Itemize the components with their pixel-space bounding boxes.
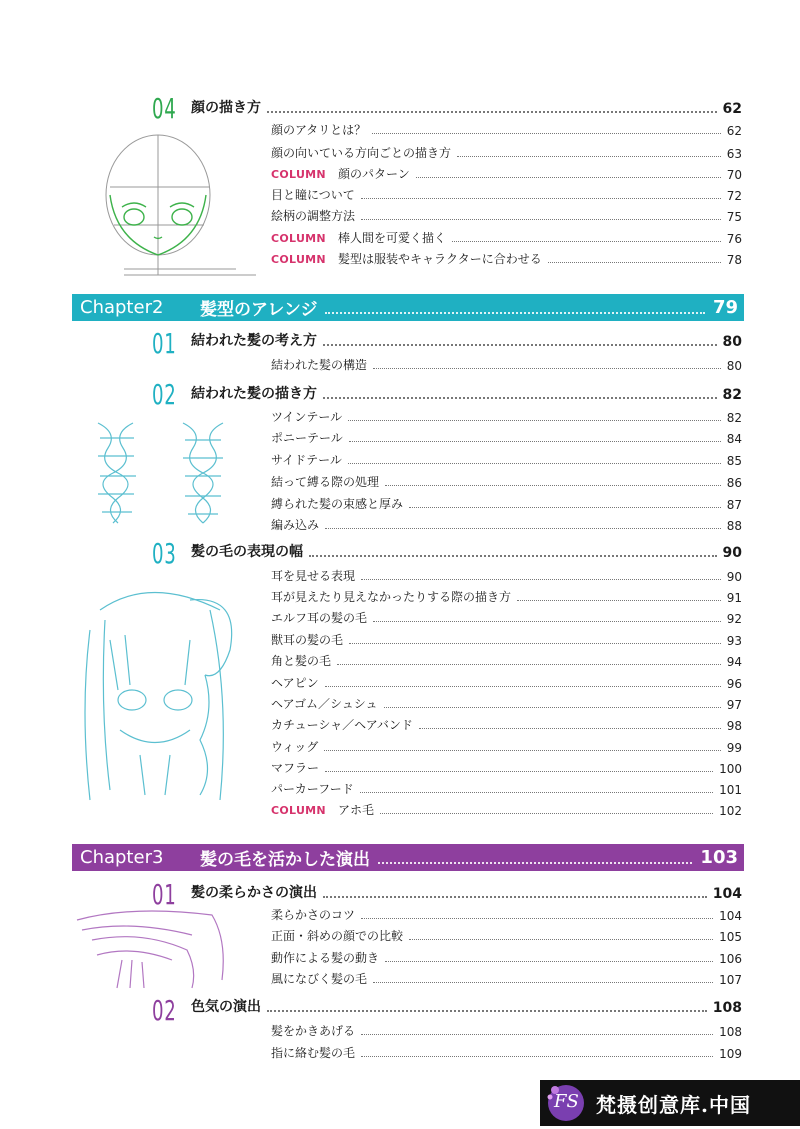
toc-item[interactable] [271, 717, 742, 733]
item-title-text: ウィッグ [271, 740, 319, 754]
toc-item[interactable] [271, 452, 742, 468]
leader-dots [323, 397, 717, 399]
toc-section[interactable] [191, 385, 742, 403]
section-page: 62 [722, 101, 742, 117]
toc-item[interactable] [271, 145, 742, 161]
toc-section[interactable] [191, 884, 742, 902]
item-title-text: サイドテール [271, 453, 342, 467]
item-title-text: 結われた髪の構造 [271, 358, 368, 372]
toc-item[interactable] [271, 696, 742, 712]
toc-item[interactable] [271, 357, 742, 373]
leader-dots [361, 918, 713, 919]
item-title-text: アホ毛 [337, 803, 374, 817]
leader-dots [416, 177, 721, 178]
toc-section[interactable] [191, 998, 742, 1016]
item-title-text: 柔らかさのコツ [271, 908, 356, 922]
leader-dots [348, 463, 721, 464]
item-title-text: 獣耳の髪の毛 [271, 633, 344, 647]
item-title-text: 絵柄の調整方法 [271, 209, 356, 223]
item-page: 78 [726, 253, 742, 267]
toc-item[interactable] [271, 802, 742, 818]
leader-dots [325, 528, 721, 529]
toc-item[interactable] [271, 781, 742, 797]
toc-item[interactable] [271, 950, 742, 966]
toc-item[interactable] [271, 907, 742, 923]
item-title [271, 495, 403, 512]
leader-dots [373, 982, 713, 983]
item-title-text: 角と髪の毛 [271, 654, 332, 668]
item-title [271, 801, 374, 818]
toc-item[interactable] [271, 430, 742, 446]
hand-sketch-illustration [72, 900, 232, 990]
leader-dots [325, 686, 721, 687]
item-page: 87 [726, 498, 742, 512]
item-title [271, 970, 367, 987]
chapter-title: 髪の毛を活かした演出 [200, 850, 370, 870]
item-title [271, 429, 343, 446]
leader-dots [385, 961, 713, 962]
leader-dots [361, 1034, 713, 1035]
toc-item[interactable] [271, 632, 742, 648]
item-title [271, 165, 410, 182]
item-page: 100 [719, 762, 742, 776]
toc-item[interactable] [271, 568, 742, 584]
chapter-title: 髪型のアレンジ [200, 300, 318, 320]
item-title [271, 516, 319, 533]
chapter-banner[interactable] [72, 844, 744, 871]
item-title-text: 風になびく髪の毛 [271, 972, 368, 986]
item-page: 96 [726, 677, 742, 691]
section-number: 02 [152, 378, 177, 411]
girl-sketch-illustration [70, 580, 250, 810]
item-title [271, 473, 379, 490]
item-title [271, 356, 367, 373]
leader-dots [323, 896, 707, 898]
toc-item[interactable] [271, 230, 742, 246]
item-title [271, 759, 319, 776]
item-title [271, 927, 403, 944]
item-page: 86 [726, 476, 742, 490]
leader-dots [373, 621, 721, 622]
item-page: 75 [726, 210, 742, 224]
item-title-text: 顔の向いている方向ごとの描き方 [271, 146, 452, 160]
item-title [271, 207, 355, 224]
section-page: 90 [722, 545, 742, 561]
item-page: 108 [719, 1025, 742, 1039]
item-title [271, 949, 379, 966]
chapter-label: Chapter3 [80, 847, 164, 868]
item-page: 91 [726, 591, 742, 605]
leader-dots [325, 302, 704, 314]
section-number: 01 [152, 878, 177, 911]
item-title-text: 動作による髪の動き [271, 951, 380, 965]
item-title [271, 144, 451, 161]
leader-dots [385, 485, 721, 486]
toc-item[interactable] [271, 760, 742, 776]
item-page: 102 [719, 804, 742, 818]
item-page: 72 [726, 189, 742, 203]
section-title: 顔の描き方 [191, 100, 261, 116]
leader-dots [348, 420, 721, 421]
item-page: 99 [726, 741, 742, 755]
leader-dots [324, 750, 720, 751]
item-title [271, 588, 511, 605]
chapter-page: 79 [712, 297, 738, 318]
leader-dots [361, 198, 721, 199]
leader-dots [409, 507, 721, 508]
column-tag: COLUMN [271, 253, 326, 266]
braid-sketch-illustration [88, 418, 248, 528]
section-number: 03 [152, 537, 177, 570]
item-page: 84 [726, 432, 742, 446]
watermark-banner [540, 1080, 800, 1126]
item-title [271, 738, 318, 755]
toc-item[interactable] [271, 251, 742, 267]
toc-item[interactable] [271, 610, 742, 626]
item-title-text: エルフ耳の髪の毛 [271, 611, 368, 625]
item-page: 107 [719, 973, 742, 987]
section-number: 02 [152, 994, 177, 1027]
toc-section[interactable] [191, 332, 742, 350]
section-title: 結われた髪の描き方 [191, 386, 317, 402]
item-title-text: 耳を見せる表現 [271, 569, 356, 583]
item-page: 101 [719, 783, 742, 797]
item-title-text: 正面・斜めの顔での比較 [271, 929, 404, 943]
item-title-text: カチューシャ／ヘアバンド [271, 718, 413, 732]
leader-dots [349, 441, 721, 442]
item-title-text: 結って縛る際の処理 [271, 475, 380, 489]
item-title-text: 顔のアタリとは？ [271, 123, 367, 137]
chapter-label: Chapter2 [80, 297, 164, 318]
chapter-page: 103 [700, 847, 738, 868]
item-title-text: 髪をかきあげる [271, 1024, 356, 1038]
leader-dots [384, 707, 721, 708]
item-title-text: 耳が見えたり見えなかったりする際の描き方 [271, 590, 512, 604]
item-page: 104 [719, 909, 742, 923]
leader-dots [517, 600, 721, 601]
item-title-text: ポニーテール [271, 431, 343, 445]
watermark-logo-text: FS [554, 1091, 579, 1112]
toc-item[interactable] [271, 1045, 742, 1061]
leader-dots [267, 1010, 707, 1012]
item-page: 90 [726, 570, 742, 584]
item-page: 88 [726, 519, 742, 533]
toc-item[interactable] [271, 166, 742, 182]
toc-item[interactable] [271, 496, 742, 512]
item-page: 62 [726, 124, 742, 138]
toc-item[interactable] [271, 122, 742, 138]
leader-dots [267, 111, 717, 113]
item-title-text: ツインテール [271, 410, 343, 424]
item-page: 109 [719, 1047, 742, 1061]
item-page: 70 [726, 168, 742, 182]
item-page: 94 [726, 655, 742, 669]
item-title [271, 567, 355, 584]
leader-dots [372, 133, 721, 134]
section-number: 01 [152, 327, 177, 360]
item-title [271, 451, 342, 468]
item-title [271, 652, 331, 669]
item-title-text: 顔のパターン [337, 167, 410, 181]
leader-dots [323, 344, 717, 346]
item-page: 76 [726, 232, 742, 246]
section-title: 結われた髪の考え方 [191, 333, 317, 349]
item-title [271, 250, 542, 267]
leader-dots [361, 1056, 713, 1057]
leader-dots [452, 241, 721, 242]
column-tag: COLUMN [271, 804, 326, 817]
section-page: 80 [722, 334, 742, 350]
toc-item[interactable] [271, 653, 742, 669]
item-title [271, 408, 342, 425]
item-title-text: 指に絡む髪の毛 [271, 1046, 356, 1060]
item-title [271, 631, 343, 648]
watermark-text: 梵摄创意库.中国 [596, 1092, 751, 1117]
leader-dots [325, 771, 713, 772]
item-title-text: 編み込み [271, 518, 320, 532]
section-page: 104 [712, 886, 742, 902]
leader-dots [457, 156, 721, 157]
item-title [271, 906, 355, 923]
leader-dots [361, 579, 721, 580]
toc-item[interactable] [271, 971, 742, 987]
item-title-text: ヘアピン [271, 676, 319, 690]
item-title [271, 609, 367, 626]
chapter-banner[interactable] [72, 294, 744, 321]
item-title [271, 1044, 355, 1061]
item-page: 93 [726, 634, 742, 648]
toc-item[interactable] [271, 675, 742, 691]
section-title: 髪の毛の表現の幅 [191, 544, 303, 560]
column-tag: COLUMN [271, 232, 326, 245]
item-title [271, 121, 366, 138]
section-number: 04 [152, 92, 177, 125]
toc-item[interactable] [271, 589, 742, 605]
leader-dots [378, 852, 692, 864]
column-tag: COLUMN [271, 168, 326, 181]
item-page: 97 [726, 698, 742, 712]
face-sketch-illustration [96, 125, 256, 285]
item-page: 85 [726, 454, 742, 468]
leader-dots [337, 664, 721, 665]
leader-dots [309, 555, 717, 557]
toc-section[interactable] [191, 99, 742, 117]
item-title [271, 229, 446, 246]
leader-dots [349, 643, 721, 644]
toc-item[interactable] [271, 409, 742, 425]
item-page: 98 [726, 719, 742, 733]
leader-dots [380, 813, 713, 814]
item-title-text: マフラー [271, 761, 320, 775]
leader-dots [409, 939, 713, 940]
toc-item[interactable] [271, 928, 742, 944]
toc-item[interactable] [271, 187, 742, 203]
toc-item[interactable] [271, 1023, 742, 1039]
item-title-text: 縛られた髪の束感と厚み [271, 497, 404, 511]
item-title-text: ヘアゴム／シュシュ [271, 697, 378, 711]
section-title: 髪の柔らかさの演出 [191, 885, 317, 901]
item-title [271, 780, 354, 797]
item-title [271, 1022, 355, 1039]
toc-item[interactable] [271, 208, 742, 224]
section-page: 108 [712, 1000, 742, 1016]
item-title-text: 髪型は服装やキャラクターに合わせる [337, 252, 542, 266]
item-title-text: 目と瞳について [271, 188, 355, 202]
leader-dots [360, 792, 713, 793]
watermark-logo [546, 1083, 586, 1123]
section-page: 82 [722, 387, 742, 403]
item-page: 82 [726, 411, 742, 425]
leader-dots [548, 262, 721, 263]
leader-dots [419, 728, 721, 729]
item-page: 106 [719, 952, 742, 966]
leader-dots [361, 219, 721, 220]
item-title-text: パーカーフード [271, 782, 354, 796]
item-title-text: 棒人間を可愛く描く [337, 231, 446, 245]
toc-section[interactable] [191, 543, 742, 561]
item-title [271, 186, 355, 203]
item-title [271, 716, 413, 733]
item-page: 105 [719, 930, 742, 944]
item-title [271, 695, 378, 712]
item-title [271, 674, 319, 691]
item-page: 63 [726, 147, 742, 161]
leader-dots [373, 368, 721, 369]
toc-item[interactable] [271, 517, 742, 533]
toc-item[interactable] [271, 739, 742, 755]
item-page: 92 [726, 612, 742, 626]
toc-item[interactable] [271, 474, 742, 490]
item-page: 80 [726, 359, 742, 373]
section-title: 色気の演出 [191, 999, 261, 1015]
